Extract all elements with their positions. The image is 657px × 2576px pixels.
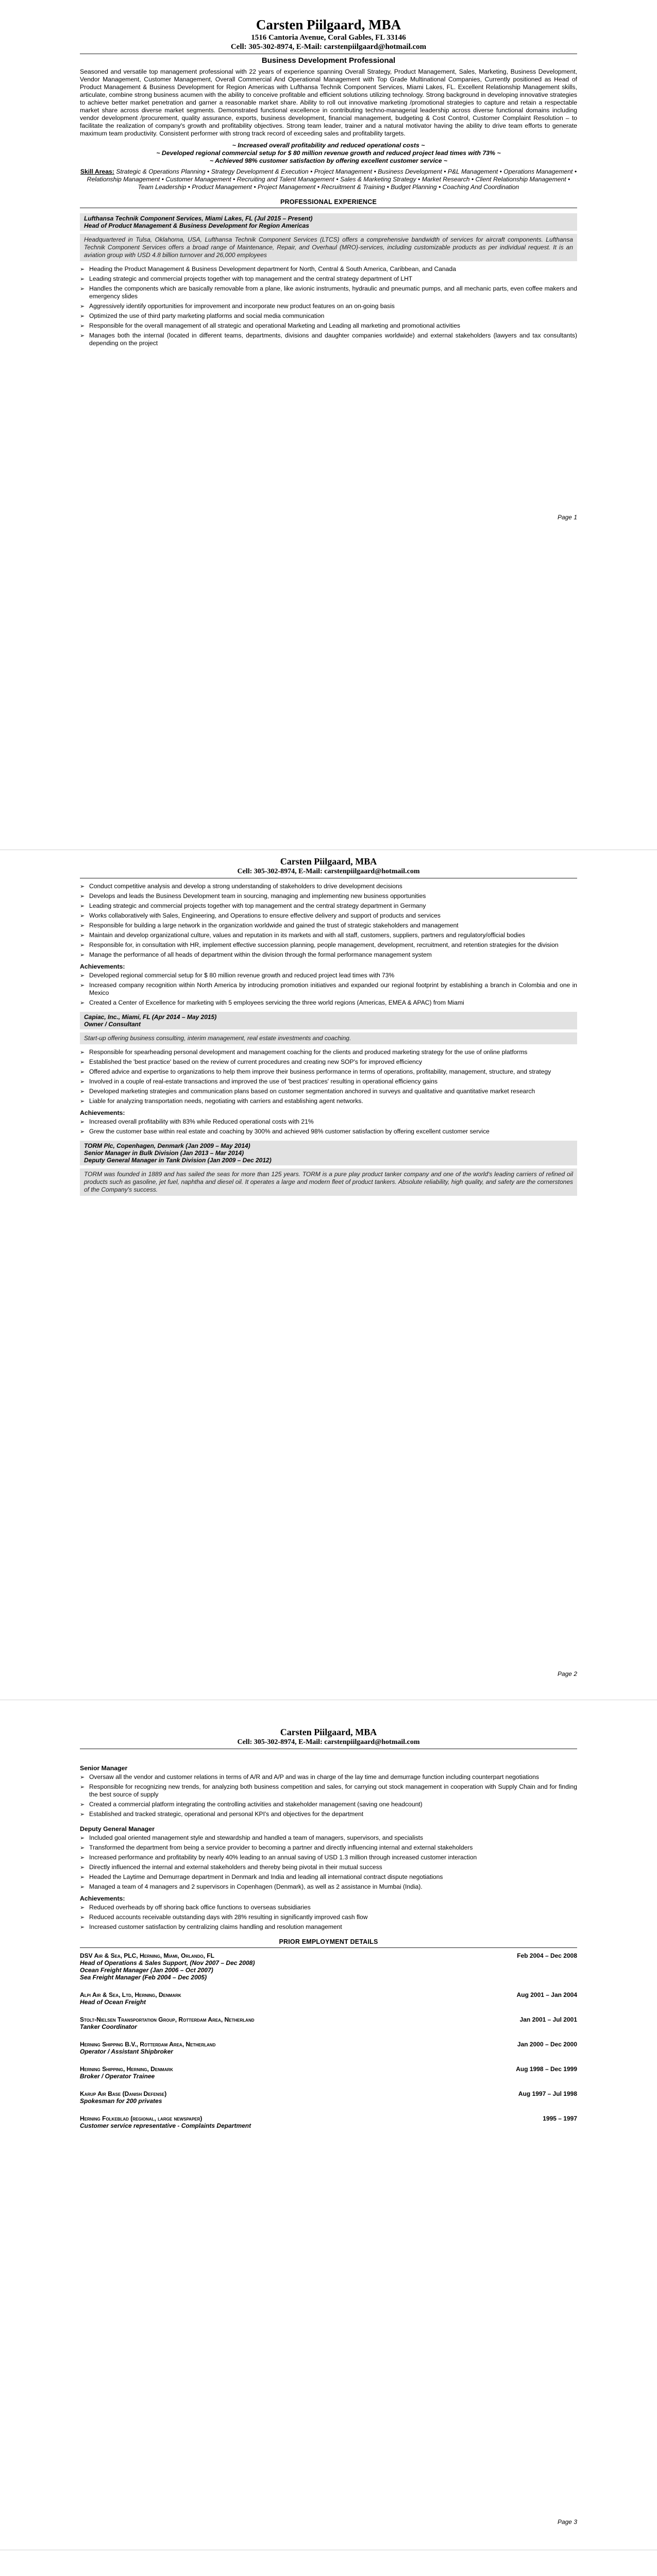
job-dates: Jan 2001 – Jul 2001 (519, 2016, 577, 2023)
prior-job (80, 1952, 577, 1981)
list-item: ➢ Develops and leads the Business Development team in sourcing, managing and implementing new business opportunities (80, 892, 577, 900)
prior-job (80, 2041, 577, 2055)
achievements-label: Achievements: (80, 1895, 125, 1902)
page-4 (0, 2550, 657, 2576)
list-item: ➢ Responsible for spearheading personal development and management coaching for the clients and produced marketing strategy for the use of online platforms (80, 1048, 577, 1056)
deputy-manager-label: Deputy General Manager (80, 1825, 155, 1833)
list-item: ➢ Oversaw all the vendor and customer relations in terms of A/R and A/P and was in charge of the lay time and demurrage function including counterpart negotiations (80, 1773, 577, 1781)
address: 1516 Cantoria Avenue, Coral Gables, FL 33146 (251, 33, 406, 42)
list-item: ➢ Reduced accounts receivable outstanding days with 28% resulting in significantly improved cash flow (80, 1913, 577, 1921)
job-role: Head of Operations & Sales Support, (Nov 2007 – Dec 2008) (80, 1959, 255, 1967)
contact-line: Cell: 305-302-8974, E-Mail: carstenpiilgaard@hotmail.com (230, 43, 427, 51)
list-item: ➢ Conduct competitive analysis and develop a strong understanding of stakeholders to drive development decisions (80, 883, 577, 890)
list-item: ➢ Responsible for building a large network in the organization worldwide and gained the trust of strategic stakeholders and management (80, 922, 577, 929)
job-dates: Aug 1997 – Jul 1998 (518, 2090, 577, 2097)
list-item: ➢ Increased overall profitability with 83% while Reduced operational costs with 21% (80, 1118, 577, 1126)
contact-line: Cell: 305-302-8974, E-Mail: carstenpiilgaard@hotmail.com (237, 868, 420, 875)
list-item: ➢ Increased customer satisfaction by centralizing claims handling and resolution management (80, 1923, 577, 1931)
company-description: TORM was founded in 1889 and has sailed the seas for more than 125 years. TORM is a pure play product tanker company and one of the world's leading carriers of refined oil products such as gasoline, jet fuel, naphtha and diesel oil. It operates a large and modern fleet of product tankers. Absolute reliability, high quality, and safety are the cornerstones of the Company's success. (80, 1168, 577, 1196)
list-item: ➢ Included goal oriented management style and stewardship and handled a team of managers, supervisors, and specialists (80, 1834, 577, 1842)
list-item: ➢ Maintain and develop organizational culture, values and reputation in its markets and with all staff, customers, suppliers, partners and regulatory/official bodies (80, 931, 577, 939)
list-item: ➢ Grew the customer base within real estate and coaching by 300% and achieved 98% customer satisfaction by offering excellent customer service (80, 1128, 577, 1136)
page-number: Page 2 (557, 1670, 577, 1677)
list-item: ➢ Heading the Product Management & Business Development department for North, Central & South America, Caribbean, and Canada (80, 265, 577, 273)
list-item: ➢ Manage the performance of all heads of department within the division through the formal performance management system (80, 951, 577, 959)
summary-paragraph: Seasoned and versatile top management professional with 22 years of experience spanning Overall Strategy, Product Management, Sales, Marketing, Business Development, Vendor Management, Customer Management, Overall Commercial And Operational Management with Top Grade Multinational Companies, Currently positioned as Head of Product Management & Business Development for Region Americas with Lufthansa Technik Component Services, Miami Lakes, FL. Excellent Relationship Management skills, articulate, combine strong business acumen with the ability to conceive profitable and efficient solutions utilizing technology. Strong background in developing innovative strategies to achieve better market penetration and garner a reasonable market share. Ability to roll out innovative marketing /promotional strategies to capture and retain a respectable market share across diverse market segments. Demonstrated functional excellence in contributing techno-managerial leadership across diverse functional domains including vendor development /procurement, quality assurance, exports, business development, financial management, budgeting & Cost Control, Customer Complaint Resolution – to facilitate the realization of company's growth and profitability objectives. Strong team leader, trainer and a natural motivator having the ability to drive team efforts to generate maximum team productivity. Consistent performer with strong track record of exceeding sales and profitability targets. (80, 68, 577, 137)
resume-header (80, 0, 577, 52)
job-dates: Aug 2001 – Jan 2004 (516, 1991, 577, 1998)
achievements-label: Achievements: (80, 963, 125, 970)
list-item: ➢ Responsible for recognizing new trends, for analyzing both business competition and sales, for carrying out stock management in cooperation with Supply Chain and for finding the best source of supply (80, 1783, 577, 1799)
list-item: ➢ Reduced overheads by off shoring back office functions to overseas subsidiaries (80, 1904, 577, 1911)
list-item: ➢ Involved in a couple of real-estate transactions and improved the use of 'best practices' resulting in operational efficiency gains (80, 1078, 577, 1086)
list-item: ➢ Transformed the department from being a service provider to becoming a partner and directly influencing internal and external stakeholders (80, 1844, 577, 1852)
prior-job (80, 2090, 577, 2105)
job-dates: Aug 1998 – Dec 1999 (516, 2065, 577, 2073)
achievement-list (80, 1904, 577, 1931)
job-header-torm (80, 1141, 577, 1165)
page-number: Page 3 (557, 2518, 577, 2526)
skill-areas-text: Strategic & Operations Planning • Strategy Development & Execution • Project Management • Business Development • P&L Management • Operations Management • Relationship Management • Customer Management • Recruiting and Talent Management • Sales & Marketing Strategy • Market Research • Client Relationship Management • Team Leadership • Product Management • Project Management • Recruitment & Training • Budget Planning • Coaching And Coordination (87, 168, 577, 191)
list-item: ➢ Offered advice and expertise to organizations to help them improve their business performance in terms of operations, profitability, management, structure, and strategy (80, 1068, 577, 1076)
list-item: ➢ Developed regional commercial setup for $ 80 million revenue growth and reduced project lead times with 73% (80, 972, 577, 979)
company-description: Start-up offering business consulting, interim management, real estate investments and coaching. (80, 1032, 577, 1044)
job-role: Customer service representative - Complaints Department (80, 2122, 251, 2129)
list-item: ➢ Responsible for, in consultation with HR, implement effective succession planning, people management, development, recruitment, and retention strategies for the division (80, 941, 577, 949)
list-item: ➢ Created a Center of Excellence for marketing with 5 employees servicing the three world regions (Americas, EMEA & APAC) from Miami (80, 999, 577, 1007)
company-name: Alpi Air & Sea, Ltd, Herning, Denmark (80, 1991, 181, 1998)
job-role: Head of Product Management & Business Development for Region Americas (84, 222, 309, 229)
company-name: Karup Air Base (Danish Defense) (80, 2090, 167, 2097)
professional-title: Business Development Professional (261, 56, 396, 65)
page-header (80, 850, 577, 876)
list-item: ➢ Increased company recognition within North America by introducing promotion initiatives and expanded our regional footprint by establishing a branch in Colombia and one in Mexico (80, 981, 577, 997)
job-role: Deputy General Manager in Tank Division (Jan 2009 – Dec 2012) (84, 1157, 272, 1164)
job-role: Ocean Freight Manager (Jan 2006 – Oct 2007) (80, 1967, 213, 1974)
list-item: ➢ Headed the Laytime and Demurrage department in Denmark and India and leading all international contract dispute negotiations (80, 1873, 577, 1881)
candidate-name: Carsten Piilgaard, MBA (256, 17, 401, 32)
company-name: Capiac, Inc., Miami, FL (Apr 2014 – May 2015) (84, 1013, 217, 1021)
responsibility-list (80, 1773, 577, 1818)
candidate-name: Carsten Piilgaard, MBA (280, 856, 377, 867)
list-item: ➢ Liable for analyzing transportation needs, negotiating with carriers and establishing agent networks. (80, 1097, 577, 1105)
page-number: Page 1 (557, 514, 577, 521)
list-item: ➢ Works collaboratively with Sales, Engineering, and Operations to ensure effective delivery and support of products and services (80, 912, 577, 920)
skill-areas-label: Skill Areas: (80, 168, 114, 175)
page-3 (0, 1700, 657, 2550)
prior-job (80, 2065, 577, 2080)
list-item: ➢ Aggressively identify opportunities for improvement and incorporate new product features on an on-going basis (80, 302, 577, 310)
highlight-item: ~ Developed regional commercial setup for $ 80 million revenue growth and reduced project lead times with 73% ~ (156, 149, 501, 157)
list-item: ➢ Responsible for the overall management of all strategic and operational Marketing and Leading all marketing and promotional activities (80, 322, 577, 330)
list-item: ➢ Leading strategic and commercial projects together with top management and the central strategy department in Germany (80, 902, 577, 910)
prior-job (80, 1991, 577, 2006)
list-item: ➢ Developed marketing strategies and communication plans based on customer segmentation anchored in surveys and qualitative and quantitative market research (80, 1088, 577, 1095)
job-role: Owner / Consultant (84, 1021, 141, 1028)
page-header (80, 1700, 577, 1747)
job-role: Senior Manager in Bulk Division (Jan 2013 – Mar 2014) (84, 1149, 244, 1157)
company-name: Herning Shipping B.V., Rotterdam Area, Netherland (80, 2041, 216, 2048)
job-header-lufthansa (80, 213, 577, 231)
achievement-list (80, 1118, 577, 1136)
achievement-list (80, 972, 577, 1007)
responsibility-list (80, 1834, 577, 1891)
company-description: Headquartered in Tulsa, Oklahoma, USA, Lufthansa Technik Component Services (LTCS) offers a comprehensive bandwidth of services for aircraft components. Lufthansa Technik Component Services offers a broad range of Maintenance, Repair, and Overhaul (MRO)-services, including customizable products as per individual request. It is an aviation group with USD 4.8 billion turnover and 26,000 employees (80, 234, 577, 261)
section-title-experience: PROFESSIONAL EXPERIENCE (80, 194, 577, 208)
job-role: Operator / Assistant Shipbroker (80, 2048, 173, 2055)
highlight-item: ~ Increased overall profitability and reduced operational costs ~ (232, 142, 425, 149)
job-dates: Feb 2004 – Dec 2008 (517, 1952, 577, 1959)
list-item: ➢ Leading strategic and commercial projects together with top management and the central strategy department of LHT (80, 275, 577, 283)
prior-job (80, 2016, 577, 2030)
company-name: DSV Air & Sea, PLC, Herning, Miami, Orlando, FL (80, 1952, 214, 1959)
page-2 (0, 850, 657, 1700)
list-item: ➢ Established the 'best practice' based on the review of current procedures and creating new SOP's for improved efficiency (80, 1058, 577, 1066)
responsibility-list (80, 1048, 577, 1105)
list-item: ➢ Managed a team of 4 managers and 2 supervisors in Copenhagen (Denmark), as well as 2 assistance in Mumbai (India). (80, 1883, 577, 1891)
list-item: ➢ Manages both the internal (located in different teams, departments, divisions and daughter companies worldwide) and external stakeholders (lawyers and tax consultants) depending on the project (80, 332, 577, 347)
list-item: ➢ Created a commercial platform integrating the controlling activities and stakeholder management (saving one headcount) (80, 1801, 577, 1808)
job-header-capiac (80, 1012, 577, 1029)
list-item: ➢ Handles the components which are basically removable from a plane, like avionic instruments, hydraulic and pneumatic pumps, and all mechanic parts, even coffee makers and emergency slides (80, 285, 577, 300)
list-item: ➢ Established and tracked strategic, operational and personal KPI's and objectives for the department (80, 1810, 577, 1818)
skill-areas (80, 168, 577, 191)
achievements-label: Achievements: (80, 1109, 125, 1116)
job-role: Head of Ocean Freight (80, 1998, 146, 2006)
page-header (80, 2550, 577, 2576)
company-name: Stolt-Nielsen Transportation Group, Rotterdam Area, Netherland (80, 2016, 255, 2023)
contact-line: Cell: 305-302-8974, E-Mail: carstenpiilgaard@hotmail.com (237, 1738, 420, 1746)
list-item: ➢ Optimized the use of third party marketing platforms and social media communication (80, 312, 577, 320)
job-dates: Jan 2000 – Dec 2000 (517, 2041, 577, 2048)
company-name: Herning Shipping, Herning, Denmark (80, 2065, 173, 2073)
company-name: TORM Plc, Copenhagen, Denmark (Jan 2009 – May 2014) (84, 1142, 250, 1149)
job-role: Broker / Operator Trainee (80, 2073, 155, 2080)
responsibility-list (80, 265, 577, 347)
responsibility-list (80, 883, 577, 959)
job-role: Sea Freight Manager (Feb 2004 – Dec 2005) (80, 1974, 207, 1981)
page-1 (0, 0, 657, 850)
highlights (80, 142, 577, 165)
job-role: Tanker Coordinator (80, 2023, 137, 2030)
company-name: Lufthansa Technik Component Services, Miami Lakes, FL (Jul 2015 – Present) (84, 215, 313, 222)
senior-manager-label: Senior Manager (80, 1765, 128, 1772)
job-dates: 1995 – 1997 (543, 2115, 577, 2122)
list-item: ➢ Directly influenced the internal and external stakeholders and thereby being pivotal in their mutual success (80, 1863, 577, 1871)
prior-job (80, 2115, 577, 2129)
section-title-prior: PRIOR EMPLOYMENT DETAILS (80, 1934, 577, 1948)
list-item: ➢ Increased performance and profitability by nearly 40% leading to an annual saving of USD 1.3 million through increased customer interaction (80, 1854, 577, 1861)
candidate-name: Carsten Piilgaard, MBA (280, 1727, 377, 1737)
job-role: Spokesman for 200 privates (80, 2097, 162, 2105)
company-name: Herning Folkeblad (regional, large newspaper) (80, 2115, 203, 2122)
highlight-item: ~ Achieved 98% customer satisfaction by offering excellent customer service ~ (209, 157, 448, 164)
